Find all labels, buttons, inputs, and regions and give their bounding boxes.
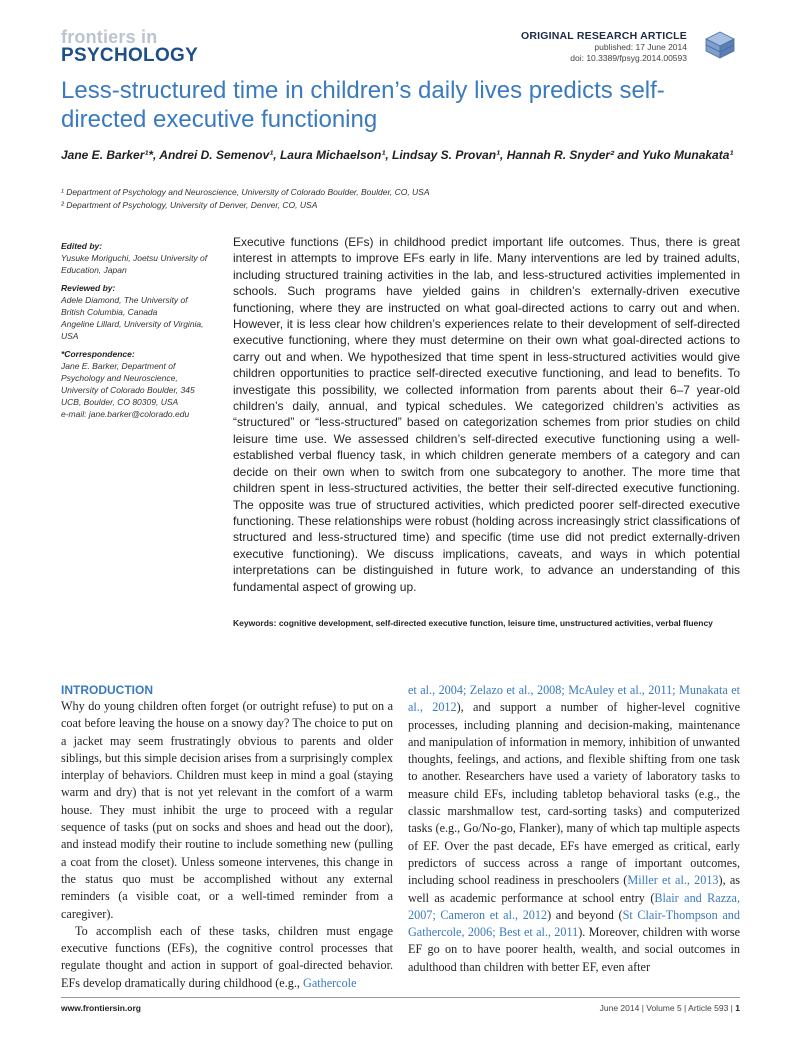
footer-website-link[interactable]: www.frontiersin.org: [61, 1003, 141, 1013]
paragraph-text: ), as well as academic performance at school entry (: [408, 873, 740, 905]
reviewed-by: Adele Diamond, The University of British Columbia, Canada Angeline Lillard, University of Virginia, USA: [61, 295, 204, 341]
footer-issue: June 2014 | Volume 5 | Article 593 |: [599, 1003, 736, 1013]
article-meta: [521, 30, 687, 64]
footer-issue-info: [600, 1003, 740, 1013]
affiliation-2: ² Department of Psychology, University of Denver, Denver, CO, USA: [61, 200, 318, 210]
citation-link[interactable]: St Clair-Thompson and Gathercole, 2006; Best et al., 2011: [408, 907, 740, 940]
correspondence-label: *Correspondence:: [61, 349, 135, 359]
stacked-cube-icon: [703, 28, 737, 62]
journal-logo-line2: PSYCHOLOGY: [61, 45, 199, 66]
paragraph-text: ) and beyond (: [547, 907, 623, 922]
body-column-right: [408, 682, 740, 976]
author-list: Jane E. Barker¹*, Andrei D. Semenov¹, Laura Michaelson¹, Lindsay S. Provan¹, Hannah R. Snyder² and Yuko Munakata¹: [61, 148, 734, 162]
paragraph: [408, 682, 740, 976]
article-sidebar: [61, 240, 211, 426]
journal-logo-line1: frontiers in: [61, 27, 158, 47]
reviewed-by-label: Reviewed by:: [61, 283, 116, 293]
published-date: published: 17 June 2014: [594, 42, 687, 52]
article-type: ORIGINAL RESEARCH ARTICLE: [520, 30, 687, 42]
paragraph: [61, 923, 393, 992]
article-title: Less-structured time in children’s daily lives predicts self-directed executive functioning: [61, 77, 665, 133]
citation-link[interactable]: Gathercole: [303, 975, 357, 990]
paragraph-text: ). Moreover, children with worse EF go on to have poorer health, wealth, and social outcomes in adulthood than children with better EF, even after: [408, 925, 741, 974]
footer-divider: [61, 997, 740, 998]
doi[interactable]: doi: 10.3389/fpsyg.2014.00593: [570, 53, 687, 63]
affiliation-1: ¹ Department of Psychology and Neuroscience, University of Colorado Boulder, Boulder, CO, USA: [61, 187, 430, 197]
keywords: Keywords: cognitive development, self-directed executive function, leisure time, unstructured activities, verbal fluency: [233, 618, 713, 628]
paragraph-text: ), and support a number of higher-level cognitive processes, including planning and decision-making, maintenance and manipulation of information in memory, inhibition of unwanted thoughts, feelings, and actions, and flexible shifting from one task to another. Researchers have used a variety of laboratory tasks to measure child EFs, including tabletop behavioral tasks (e.g., the classic marshmallow test, card-sorting tasks) and computerized tasks (e.g., Go/No-go, Flanker), many of which tap multiple aspects of EF. Over the past decade, EFs have emerged as critical, early predictors of success across a range of important outcomes, including school readiness in preschoolers (: [408, 700, 741, 888]
correspondence: Jane E. Barker, Department of Psychology and Neuroscience, University of Colorado Boulder, 345 UCB, Boulder, CO 80309, USA e-mail: jane.barker@colorado.edu: [61, 361, 195, 419]
journal-logo: [61, 28, 211, 66]
abstract: Executive functions (EFs) in childhood predict important life outcomes. Thus, there is great interest in attempts to improve EFs early in life. Many interventions are led by trained adults, including structured training activities in the lab, and less-structured activities implemented in schools. Such programs have yielded gains in children’s externally-driven executive functioning, where they are instructed on what goal-directed actions to carry out and when. However, it is less clear how children’s experiences relate to their development of self-directed executive functioning, where they must determine on their own what goal-directed actions to carry out and when. We hypothesized that time spent in less-structured activities would give children opportunities to practice self-directed executive functioning, and lead to benefits. To investigate this possibility, we collected information from parents about their 6–7 year-old children’s daily, annual, and typical schedules. We categorized children’s activities as “structured” or “less-structured” based on categorization schemes from prior studies on child leisure time use. We assessed children’s self-directed executive functioning using a well-established verbal fluency task, in which children generate members of a category and can decide on their own when to switch from one subcategory to another. The more time that children spent in less-structured activities, the better their self-directed executive functioning. The opposite was true of structured activities, which predicted poorer self-directed executive functioning. These relationships were robust (holding across increasingly strict classifications of structured and less-structured time) and specific (time use did not predict externally-driven executive functioning). We discuss implications, caveats, and ways in which potential interpretations can be distinguished in future work, to advance an understanding of this fundamental aspect of growing up.: [233, 235, 740, 594]
paragraph-text: To accomplish each of these tasks, children must engage executive functions (EFs), the cognitive control processes that regulate thought and action in support of goal-directed behavior. EFs develop dramatically during childhood (e.g.,: [61, 923, 393, 990]
paragraph: Why do young children often forget (or outright refuse) to put on a coat before leaving the house on a snowy day? The choice to put on a jacket may seem frustratingly obvious to parents and older siblings, but this simple decision arises from a surprisingly complex interplay of behaviors. Children must keep in mind a goal (staying warm and dry) that is not yet relevant in the comfort of a warm house. They must inhibit the urge to proceed with a regular sequence of tasks (put on socks and shoes and head out the door), and instead modify their routine to include something new (pulling a coat from the closet). Unless someone intervenes, this change in the status quo must be accomplished without any external reminders (a visible coat, or a well-timed reminder from a caregiver).: [61, 699, 393, 921]
citation-link[interactable]: Miller et al., 2013: [627, 873, 719, 888]
citation-link[interactable]: et al., 2004; Zelazo et al., 2008; McAuley et al., 2011; Munakata et al., 2012: [408, 683, 740, 715]
page-number: 1: [735, 1003, 740, 1013]
citation-link[interactable]: Blair and Razza, 2007; Cameron et al., 2012: [408, 890, 740, 922]
body-column-left: [61, 682, 393, 992]
edited-by: Yusuke Moriguchi, Joetsu University of Education, Japan: [61, 253, 208, 275]
section-heading-introduction: INTRODUCTION: [61, 683, 153, 697]
edited-by-label: Edited by:: [61, 241, 103, 251]
